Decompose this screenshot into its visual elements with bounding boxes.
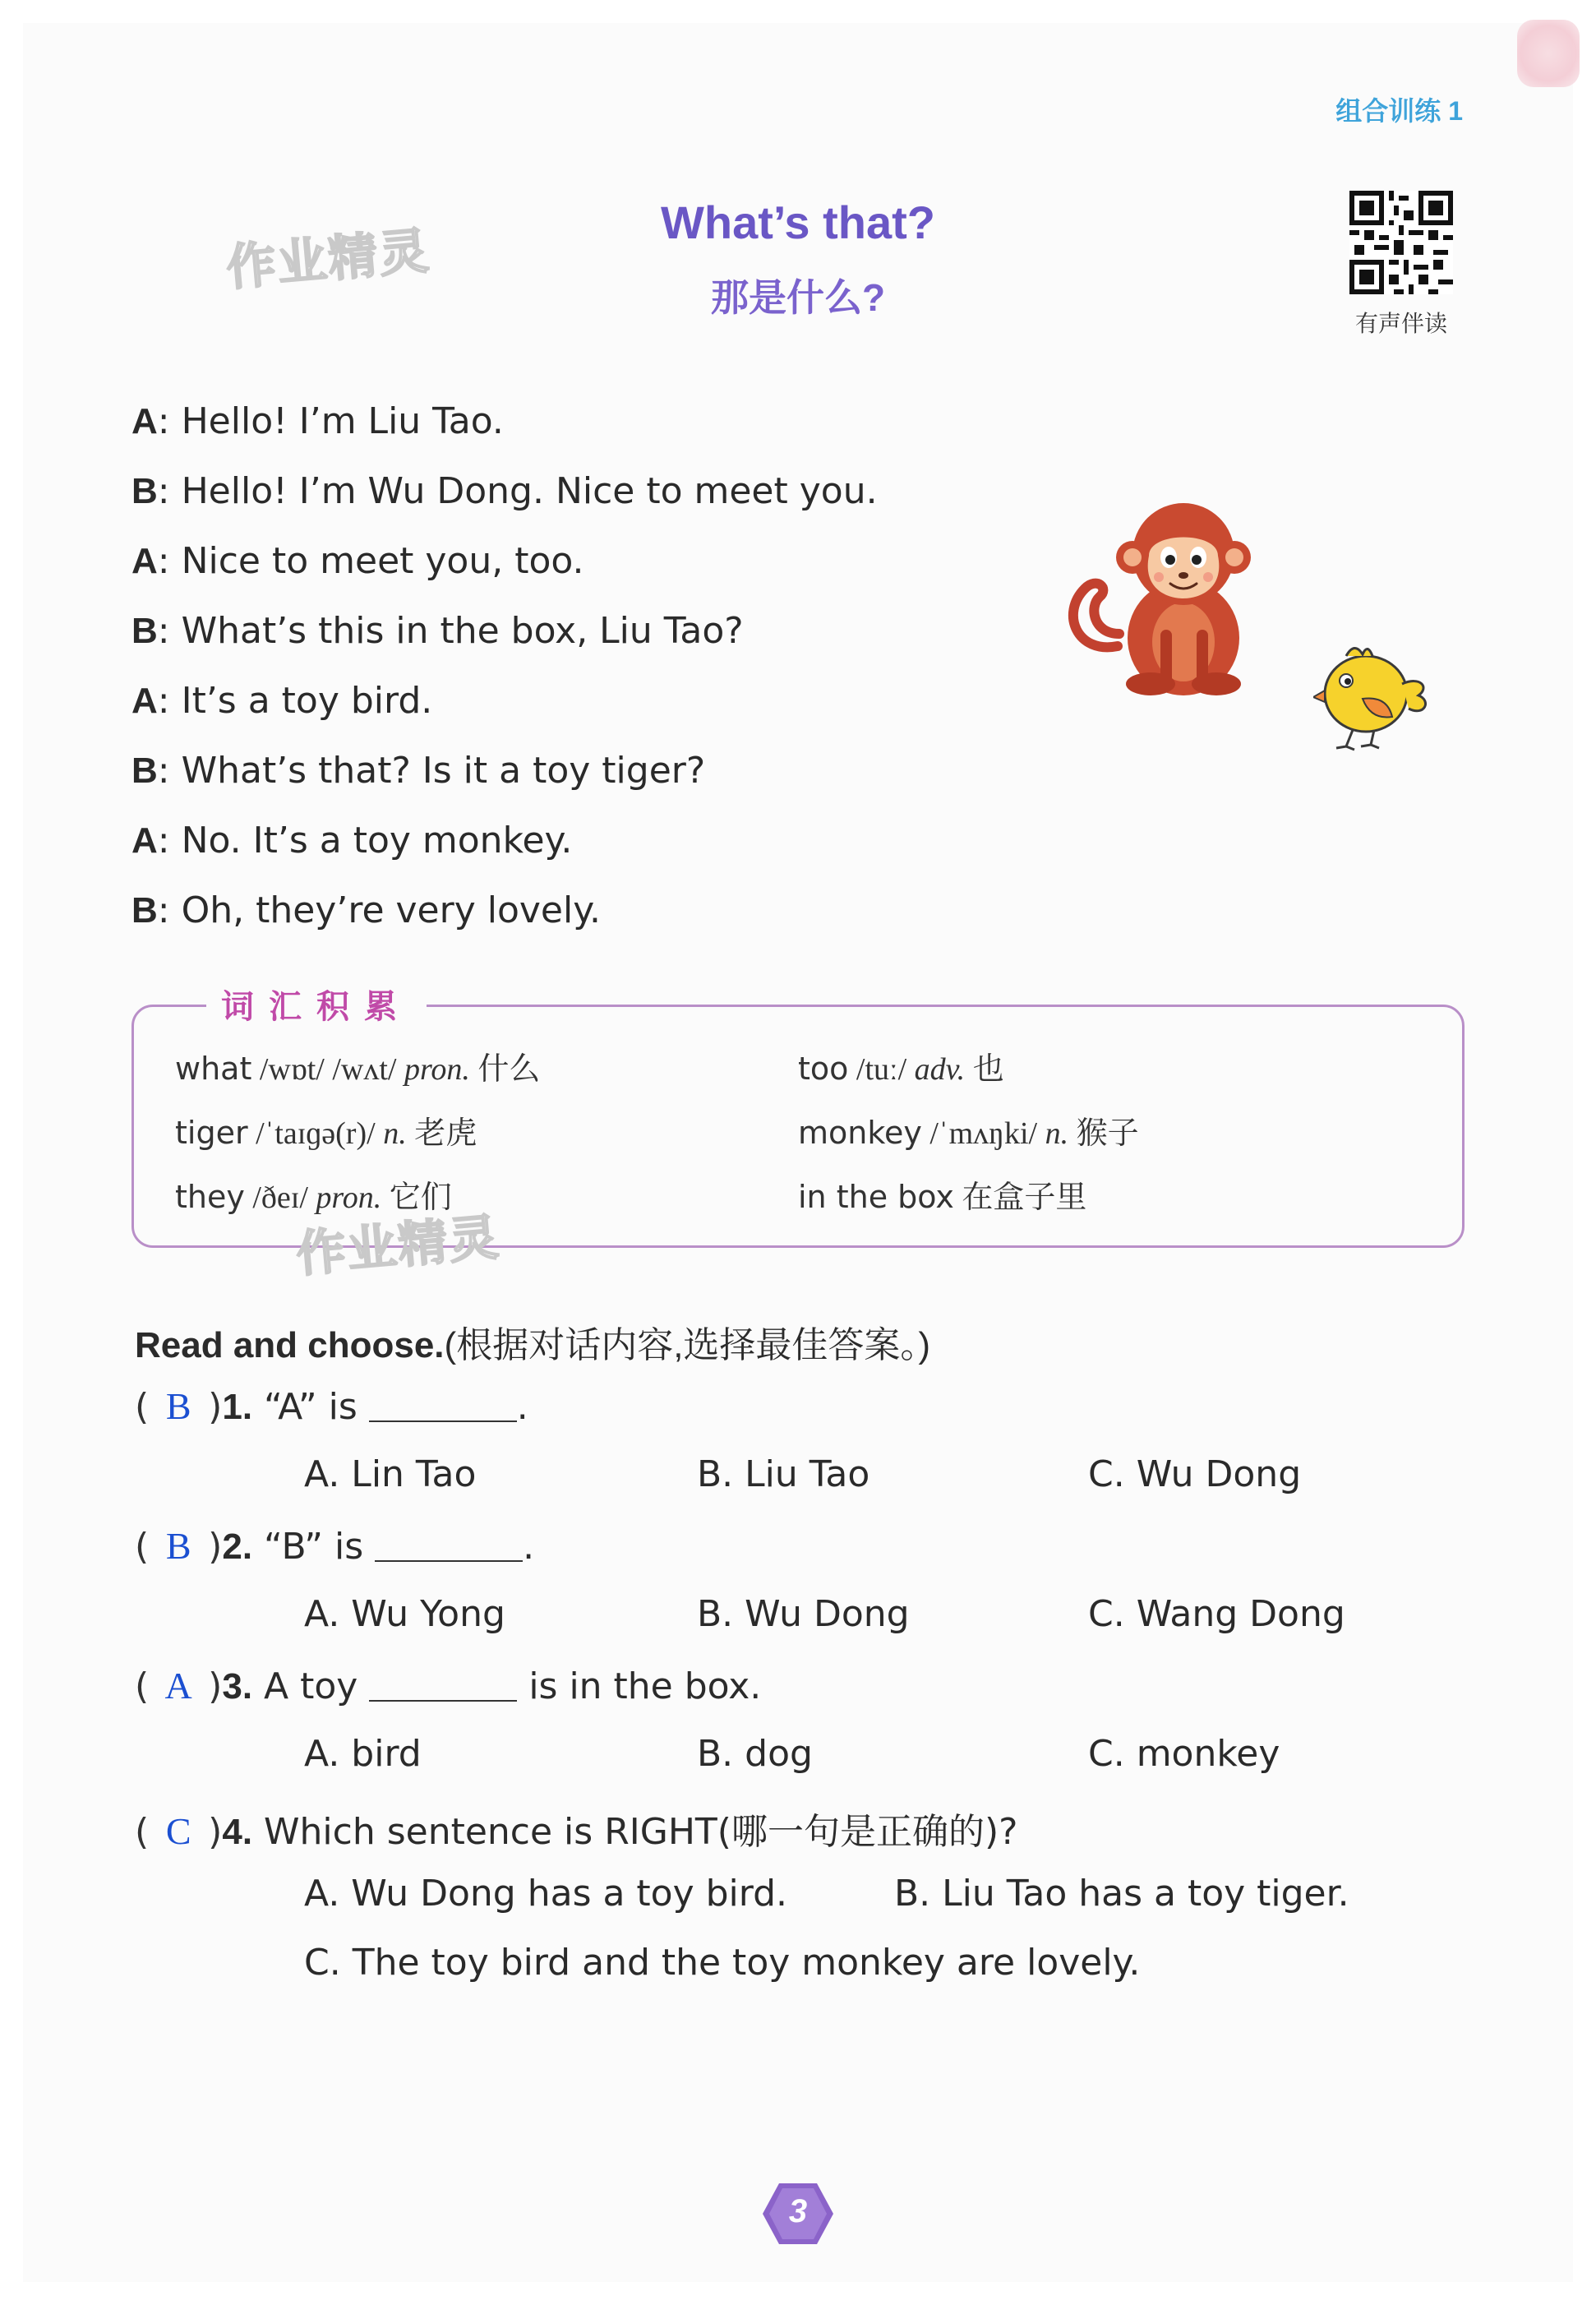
qr-code-icon[interactable] xyxy=(1349,191,1453,294)
section-tag: 组合训练 1 xyxy=(1335,96,1463,126)
exercise-instruction: Read and choose.(根据对话内容,选择最佳答案。) xyxy=(135,1325,931,1365)
dialogue-line: B: What’s that? Is it a toy tiger? xyxy=(131,750,706,792)
option[interactable]: C. monkey xyxy=(1088,1733,1280,1775)
answer-1[interactable]: B xyxy=(165,1385,191,1427)
option[interactable]: B. Wu Dong xyxy=(697,1593,910,1635)
page-subtitle: 那是什么? xyxy=(710,276,886,319)
corner-decoration xyxy=(1517,20,1580,87)
option[interactable]: A. Wu Yong xyxy=(304,1593,505,1635)
dialogue-line: A: Hello! I’m Liu Tao. xyxy=(131,400,504,442)
vocab-item: tiger /ˈtaɪɡə(r)/ n. 老虎 xyxy=(175,1115,477,1151)
qr-label: 有声伴读 xyxy=(1354,311,1447,336)
option[interactable]: C. The toy bird and the toy monkey are lovely. xyxy=(304,1942,1141,1984)
watermark: 作业精灵 xyxy=(293,1208,503,1284)
answer-2[interactable]: B xyxy=(165,1525,191,1567)
dialogue-line: A: Nice to meet you, too. xyxy=(131,540,584,582)
vocabulary-box xyxy=(131,989,1465,1248)
option[interactable]: C. Wang Dong xyxy=(1088,1593,1345,1635)
option[interactable]: C. Wu Dong xyxy=(1088,1453,1302,1495)
vocabulary-title: 词汇积累 xyxy=(206,981,427,1028)
question-2: ( B )2. “B” is . xyxy=(135,1525,535,1568)
page-number: 3 xyxy=(788,2193,808,2229)
option[interactable]: A. bird xyxy=(304,1733,422,1775)
vocab-item: too /tuː/ adv. 也 xyxy=(798,1051,1004,1087)
question-4: ( C )4. Which sentence is RIGHT(哪一句是正确的)? xyxy=(135,1810,1018,1853)
answer-3[interactable]: A xyxy=(164,1665,192,1707)
question-1: ( B )1. “A” is . xyxy=(135,1385,528,1428)
vocab-item: what /wɒt/ /wʌt/ pron. 什么 xyxy=(175,1051,541,1087)
option[interactable]: B. Liu Tao has a toy tiger. xyxy=(894,1873,1349,1915)
option[interactable]: A. Wu Dong has a toy bird. xyxy=(304,1873,788,1915)
answer-blank[interactable] xyxy=(369,1388,517,1422)
vocab-item: monkey /ˈmʌŋki/ n. 猴子 xyxy=(798,1115,1139,1151)
answer-blank[interactable] xyxy=(369,1667,517,1702)
dialogue-line: A: It’s a toy bird. xyxy=(131,680,433,722)
dialogue-line: B: Oh, they’re very lovely. xyxy=(131,889,601,931)
toy-monkey-illustration xyxy=(1060,490,1274,704)
watermark: 作业精灵 xyxy=(224,222,433,298)
toy-bird-illustration xyxy=(1313,638,1435,753)
option[interactable]: A. Lin Tao xyxy=(304,1453,477,1495)
answer-blank[interactable] xyxy=(375,1527,523,1562)
option[interactable]: B. Liu Tao xyxy=(697,1453,870,1495)
dialogue-line: B: What’s this in the box, Liu Tao? xyxy=(131,610,744,652)
dialogue xyxy=(131,395,878,954)
option[interactable]: B. dog xyxy=(697,1733,813,1775)
dialogue-line: B: Hello! I’m Wu Dong. Nice to meet you. xyxy=(131,470,878,512)
dialogue-line: A: No. It’s a toy monkey. xyxy=(131,820,573,861)
page-title: What’s that? xyxy=(661,196,935,248)
answer-4[interactable]: C xyxy=(165,1810,191,1852)
vocab-item: in the box 在盒子里 xyxy=(798,1179,1087,1215)
vocab-item: they /ðeɪ/ pron. 它们 xyxy=(175,1179,452,1215)
question-3: ( A )3. A toy is in the box. xyxy=(135,1665,762,1707)
